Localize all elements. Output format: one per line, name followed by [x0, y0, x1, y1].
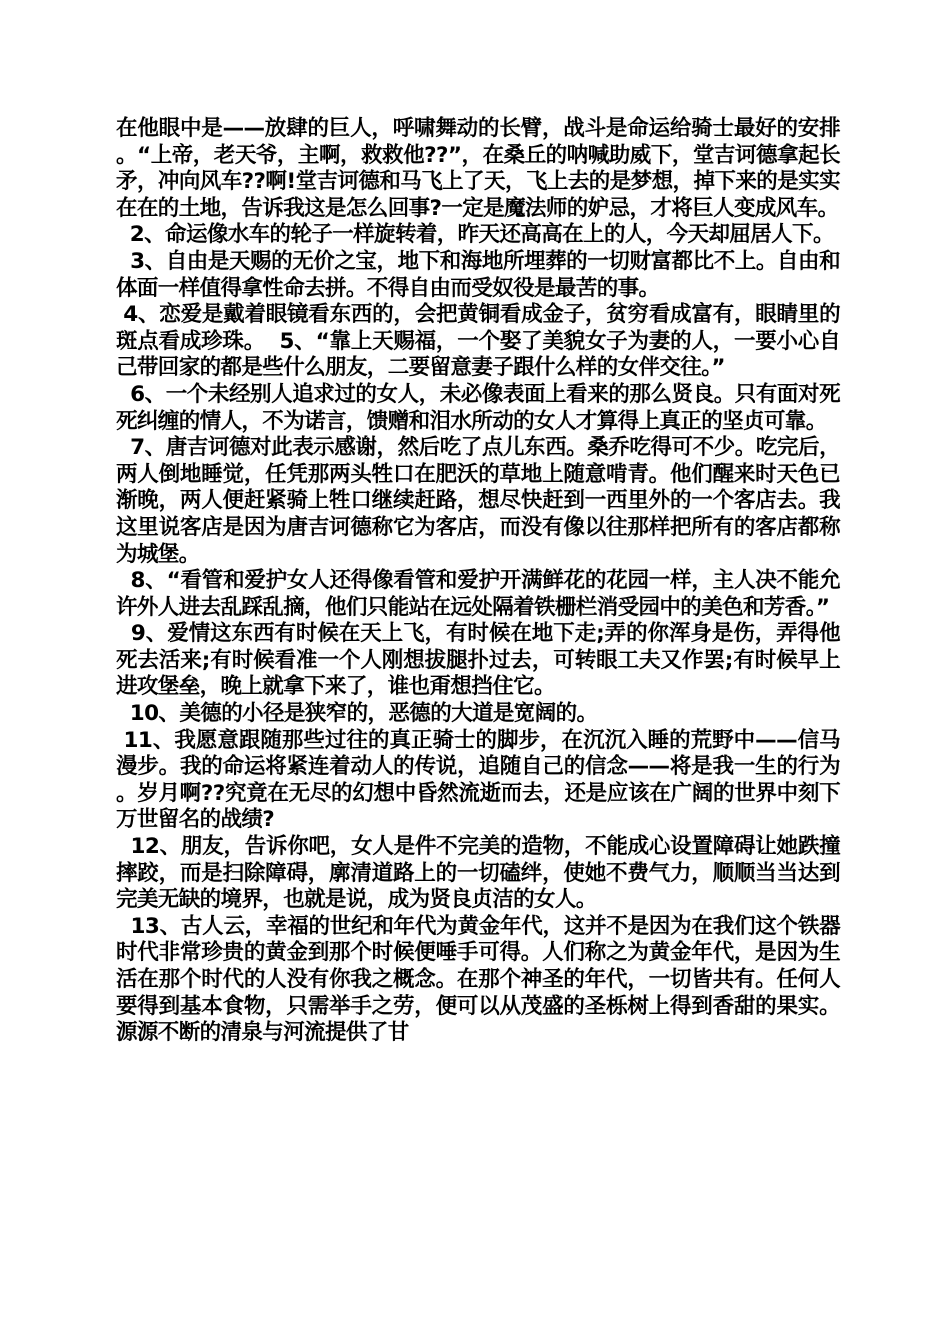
paragraph-2: 2、命运像水车的轮子一样旋转着，昨天还高高在上的人，今天却屈居人下。 — [116, 222, 834, 248]
paragraph-6: 7、唐吉诃德对此表示感谢，然后吃了点儿东西。桑乔吃得可不少。吃完后，两人倒地睡觉，任凭那两头牲口在肥沃的草地上随意啃青。他们醒来时天色已渐晚，两人便赶紧骑上牲口继续赶路，想尽快赶到一西里外的一个客店去。我这里说客店是因为唐吉诃德称它为客店，而没有像以往那样把所有的客店都称为城堡。 — [116, 435, 840, 567]
paragraph-3: 3、自由是天赐的无价之宝，地下和海地所埋葬的一切财富都比不上。自由和体面一样值得拿性命去拼。不得自由而受奴役是最苦的事。 — [116, 248, 840, 301]
paragraph-5: 6、一个未经别人追求过的女人，未必像表面上看来的那么贤良。只有面对死死纠缠的情人，不为诺言，馈赠和泪水所动的女人才算得上真正的坚贞可靠。 — [116, 381, 840, 434]
paragraph-12: 13、古人云，幸福的世纪和年代为黄金年代，这并不是因为在我们这个铁器时代非常珍贵的黄金到那个时候便唾手可得。人们称之为黄金年代，是因为生活在那个时代的人没有你我之概念。在那个神圣的年代，一切皆共有。任何人要得到基本食物，只需举手之劳，便可以从茂盛的圣栎树上得到香甜的果实。源源不断的清泉与河流提供了甘 — [116, 913, 840, 1046]
paragraph-10: 11、我愿意跟随那些过往的真正骑士的脚步，在沉沉入睡的荒野中——信马漫步。我的命运将紧连着动人的传说，追随自己的信念——将是我一生的行为。岁月啊??究竟在无尽的幻想中昏然流逝而去，还是应该在广阔的世界中刻下万世留名的战绩? — [116, 727, 840, 833]
paragraph-11: 12、朋友，告诉你吧，女人是件不完美的造物，不能成心设置障碍让她跌撞摔跤，而是扫除障碍，廓清道路上的一切磕绊，使她不费气力，顺顺当当达到完美无缺的境界，也就是说，成为贤良贞洁的女人。 — [116, 834, 840, 913]
paragraph-4: 4、恋爱是戴着眼镜看东西的，会把黄铜看成金子，贫穷看成富有，眼睛里的斑点看成珍珠。 5、“靠上天赐福，一个娶了美貌女子为妻的人，一要小心自己带回家的都是些什么朋友，二要留意妻子跟什么样的女伴交往。” — [116, 302, 840, 381]
paragraph-8: 9、爱情这东西有时候在天上飞，有时候在地下走;弄的你浑身是伤，弄得他死去活来;有时候看准一个人刚想拔腿扑过去，可转眼工夫又作罢;有时候早上进攻堡垒，晚上就拿下来了，谁也甭想挡住它。 — [116, 621, 840, 700]
paragraph-1: 在他眼中是——放肆的巨人，呼啸舞动的长臂，战斗是命运给骑士最好的安排。“上帝，老天爷，主啊，救救他??”，在桑丘的呐喊助威下，堂吉诃德拿起长矛，冲向风车??啊!堂吉诃德和马飞上了天，飞上去的是梦想，掉下来的是实实在在的土地，告诉我这是怎么回事?一定是魔法师的妒忌，才将巨人变成风车。 — [116, 116, 840, 221]
document-page — [116, 116, 840, 1047]
paragraph-7: 8、“看管和爱护女人还得像看管和爱护开满鲜花的花园一样，主人决不能允许外人进去乱踩乱摘，他们只能站在远处隔着铁栅栏消受园中的美色和芳香。” — [116, 568, 840, 620]
paragraph-9: 10、美德的小径是狭窄的，恶德的大道是宽阔的。 — [116, 701, 598, 727]
